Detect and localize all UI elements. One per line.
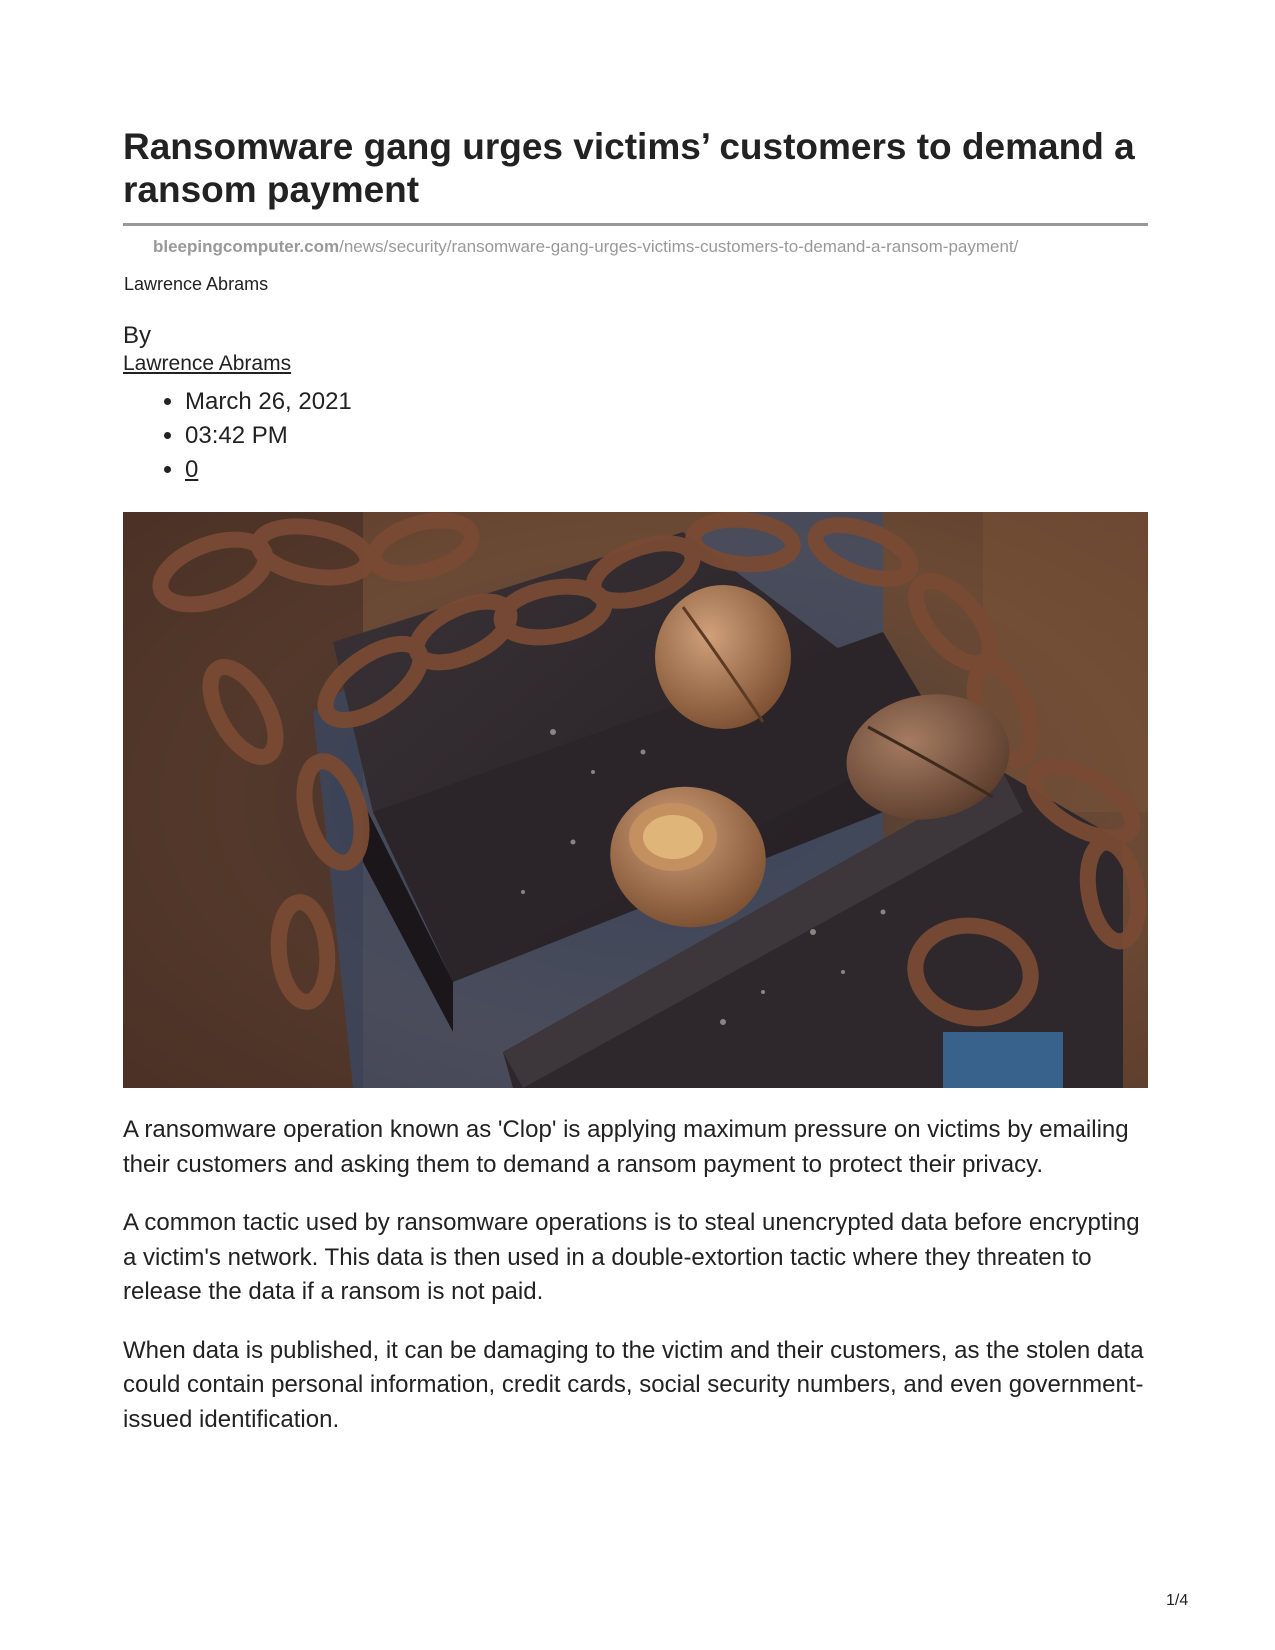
publish-date: • March 26, 2021 — [185, 385, 1148, 419]
author-name: Lawrence Abrams — [124, 274, 269, 294]
article-meta-list — [123, 385, 1148, 487]
article-paragraph: A common tactic used by ransomware operations is to steal unencrypted data before encrypting a victim's network. This data is then used in a double-extortion tactic where they threaten to release the data if a ransom is not paid. — [123, 1209, 1140, 1305]
article — [123, 125, 1148, 1437]
source-url — [123, 237, 1148, 257]
author-link[interactable]: Lawrence Abrams — [123, 352, 292, 375]
page-number: 1/4 — [1166, 1592, 1189, 1609]
article-paragraph: A ransomware operation known as 'Clop' is applying maximum pressure on victims by emailing their customers and asking them to demand a ransom payment to protect their privacy. — [123, 1116, 1129, 1178]
hero-image — [123, 512, 1148, 1088]
title-divider — [123, 223, 1148, 226]
comments-link[interactable]: 0 — [185, 456, 199, 483]
comments-count-item — [185, 453, 1148, 487]
article-title: Ransomware gang urges victims’ customers to demand a ransom payment — [123, 126, 1135, 210]
source-domain: bleepingcomputer.com — [153, 237, 340, 256]
publish-time: • 03:42 PM — [185, 419, 1148, 453]
article-paragraph: When data is published, it can be damaging to the victim and their customers, as the stolen data could contain personal information, credit cards, social security numbers, and even government-issued identification. — [123, 1336, 1144, 1433]
source-path: /news/security/ransomware-gang-urges-victims-customers-to-demand-a-ransom-payment/ — [339, 237, 1019, 256]
byline-label: By — [123, 322, 152, 349]
